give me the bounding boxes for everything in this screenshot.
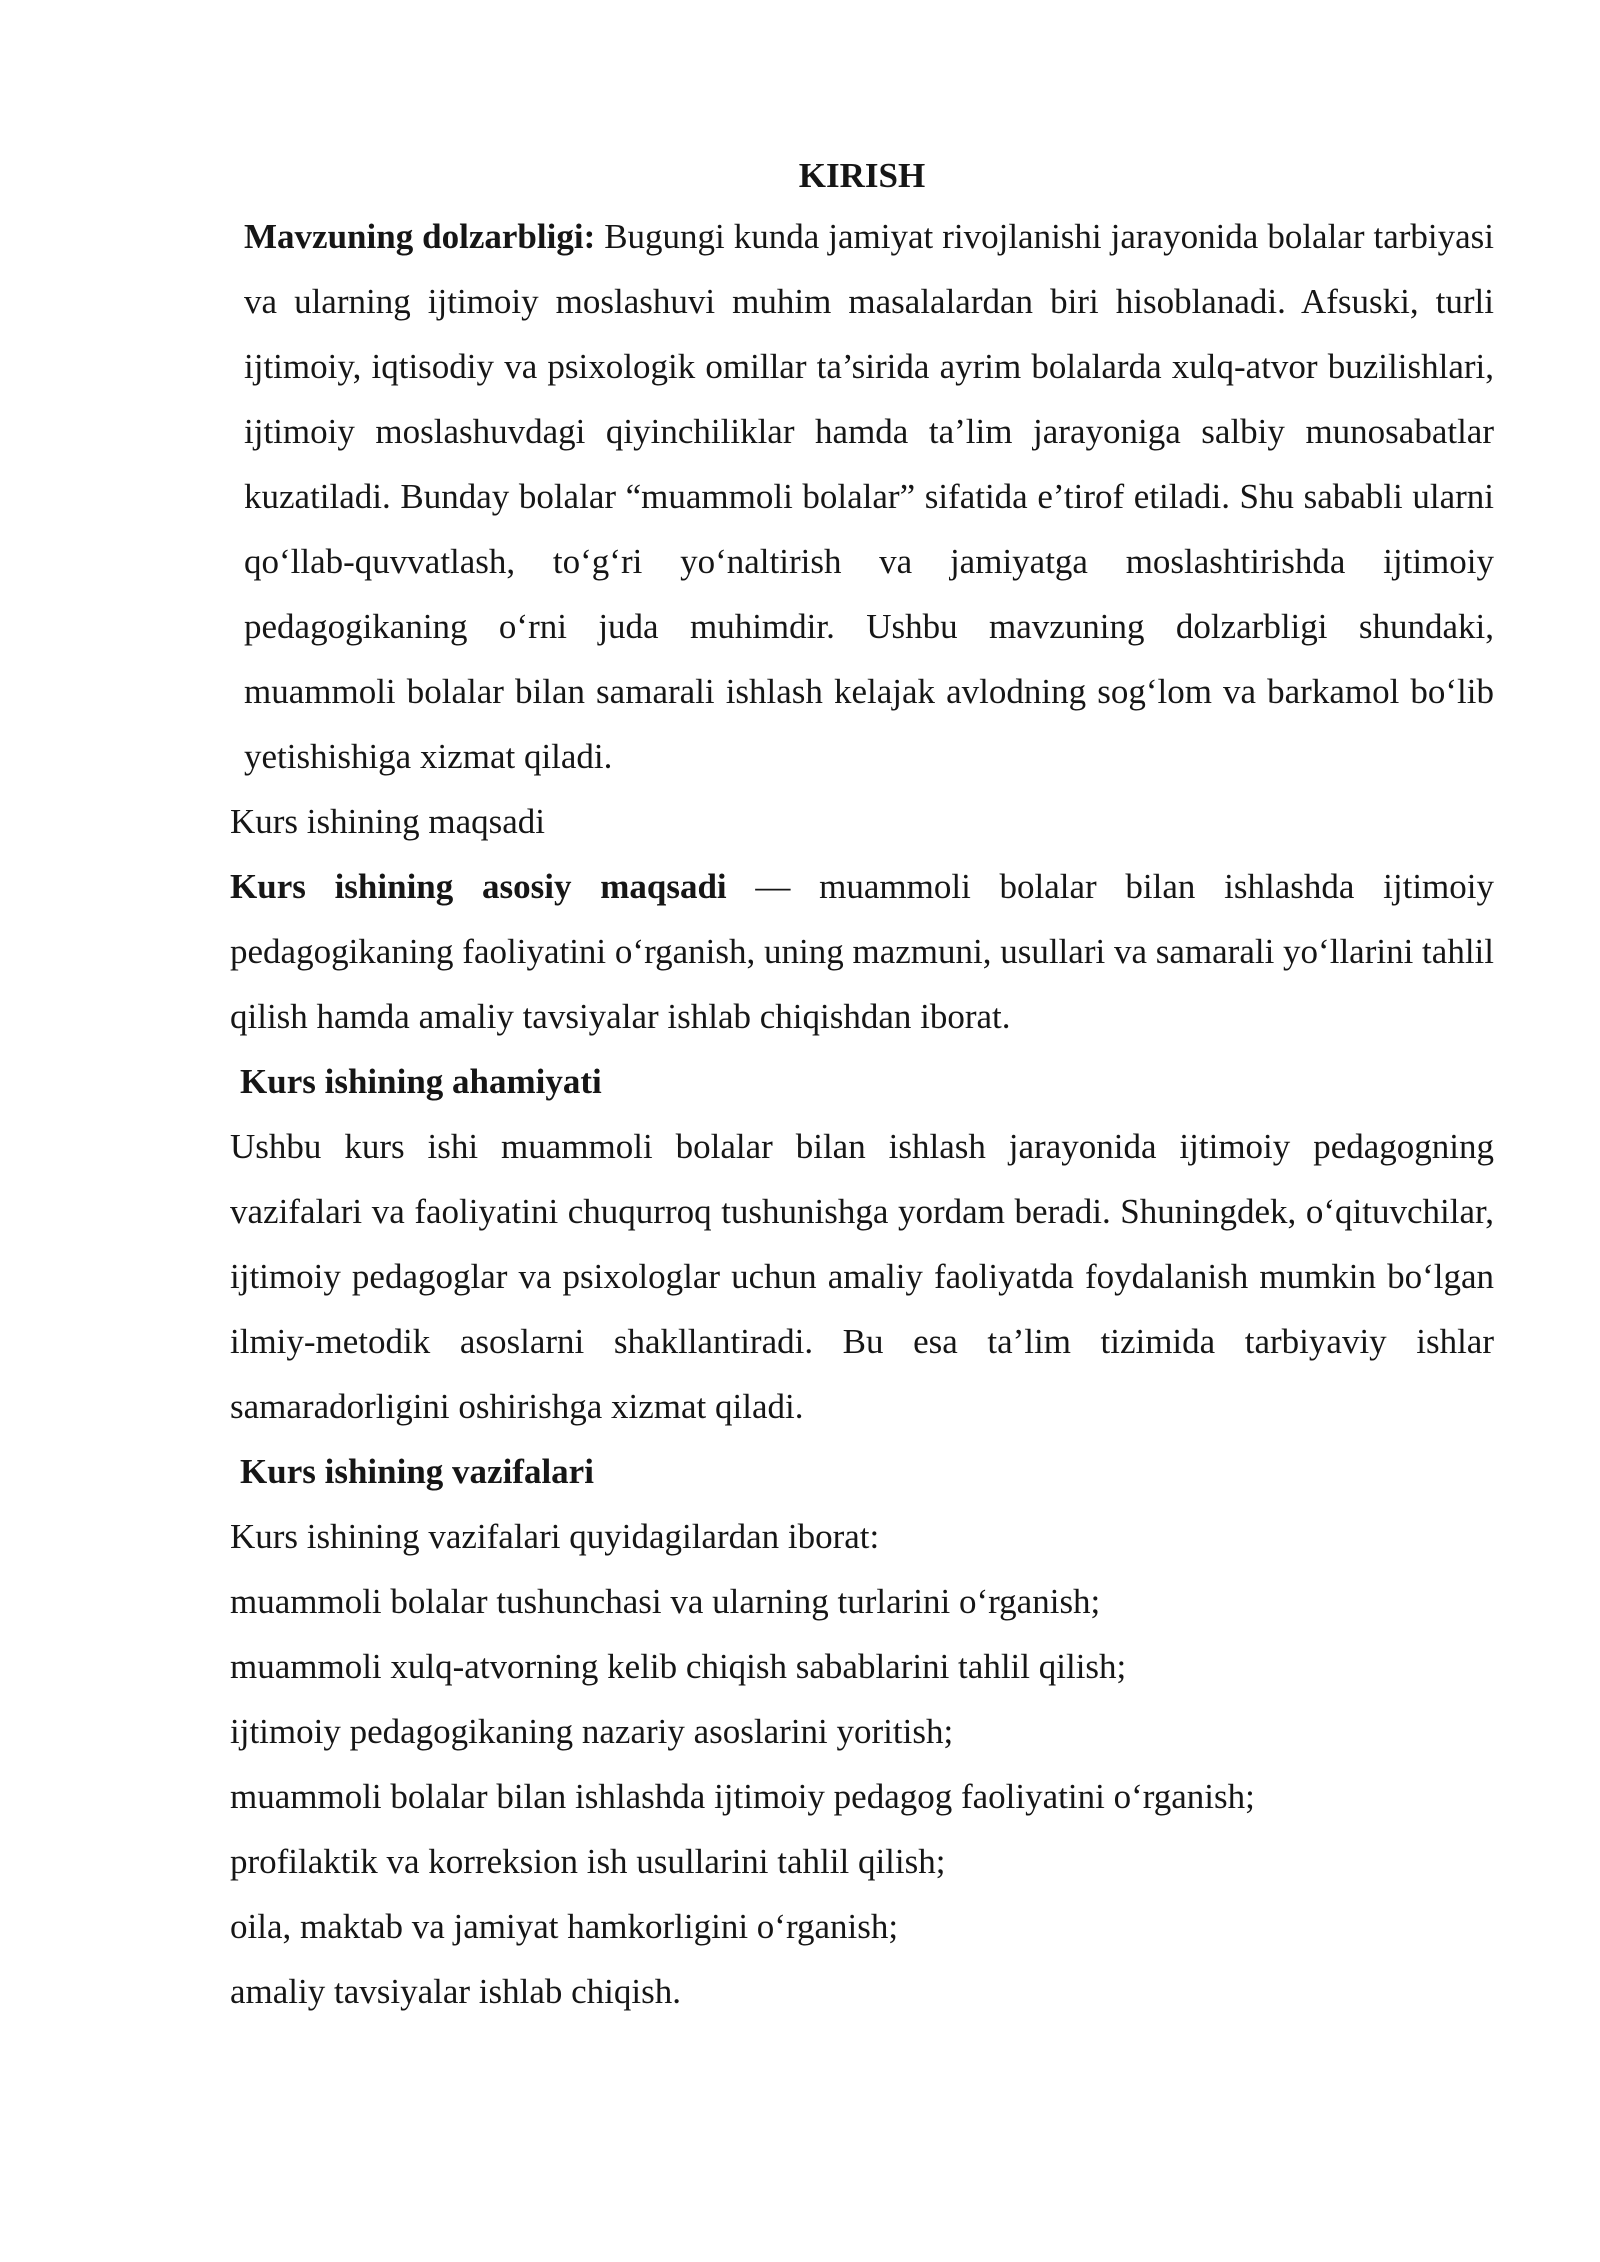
goal-paragraph (230, 854, 1494, 1049)
list-item: muammoli bolalar tushunchasi va ularning turlarini o‘rganish; (230, 1582, 1101, 1621)
relevance-text: Bugungi kunda jamiyat rivojlanishi jarayonida bolalar tarbiyasi va ularning ijtimoiy moslashuvi muhim masalalardan biri hisoblanadi. Afsuski, turli ijtimoiy, iqtisodiy va psixologik omillar ta’sirida ayrim bolalarda xulq-atvor buzilishlari, ijtimoiy moslashuvdagi qiyinchiliklar hamda ta’lim jarayoniga salbiy munosabatlar kuzatiladi. Bunday bolalar “muammoli bolalar” sifatida e’tirof etiladi. Shu sababli ularni qo‘llab-quvvatlash, to‘g‘ri yo‘naltirish va jamiyatga moslashtirishda ijtimoiy pedagogikaning o‘rni juda muhimdir. Ushbu mavzuning dolzarbligi shundaki, muammoli bolalar bilan samarali ishlash kelajak avlodning sog‘lom va barkamol bo‘lib yetishishiga xizmat qiladi. (244, 217, 1494, 776)
tasks-heading: Kurs ishining vazifalari (240, 1452, 594, 1491)
list-item: ijtimoiy pedagogikaning nazariy asoslarini yoritish; (230, 1712, 954, 1751)
list-item: oila, maktab va jamiyat hamkorligini o‘rganish; (230, 1907, 899, 1946)
list-item: profilaktik va korreksion ish usullarini tahlil qilish; (230, 1842, 946, 1881)
list-item: muammoli xulq-atvorning kelib chiqish sabablarini tahlil qilish; (230, 1647, 1127, 1686)
tasks-list (230, 1569, 1494, 2024)
importance-paragraph: Ushbu kurs ishi muammoli bolalar bilan ishlash jarayonida ijtimoiy pedagogning vazifalari va faoliyatini chuqurroq tushunishga yordam beradi. Shuningdek, o‘qituvchilar, ijtimoiy pedagoglar va psixologlar uchun amaliy faoliyatda foydalanish mumkin bo‘lgan ilmiy-metodik asoslarni shakllantiradi. Bu esa ta’lim tizimida tarbiyaviy ishlar samaradorligini oshirishga xizmat qiladi. (230, 1127, 1494, 1426)
relevance-paragraph (230, 204, 1494, 789)
tasks-intro: Kurs ishining vazifalari quyidagilardan iborat: (230, 1517, 880, 1556)
goal-text: — muammoli bolalar bilan ishlashda ijtimoiy pedagogikaning faoliyatini o‘rganish, uning mazmuni, usullari va samarali yo‘llarini tahlil qilish hamda amaliy tavsiyalar ishlab chiqishdan iborat. (230, 867, 1494, 1036)
goal-heading: Kurs ishining maqsadi (230, 802, 545, 841)
document-page (230, 150, 1494, 2024)
list-item: amaliy tavsiyalar ishlab chiqish. (230, 1972, 682, 2011)
importance-heading: Kurs ishining ahamiyati (240, 1062, 602, 1101)
list-item: muammoli bolalar bilan ishlashda ijtimoiy pedagog faoliyatini o‘rganish; (230, 1777, 1255, 1816)
relevance-label: Mavzuning dolzarbligi: (244, 217, 596, 256)
goal-label: Kurs ishining asosiy maqsadi (230, 867, 727, 906)
page-title: KIRISH (798, 156, 926, 195)
